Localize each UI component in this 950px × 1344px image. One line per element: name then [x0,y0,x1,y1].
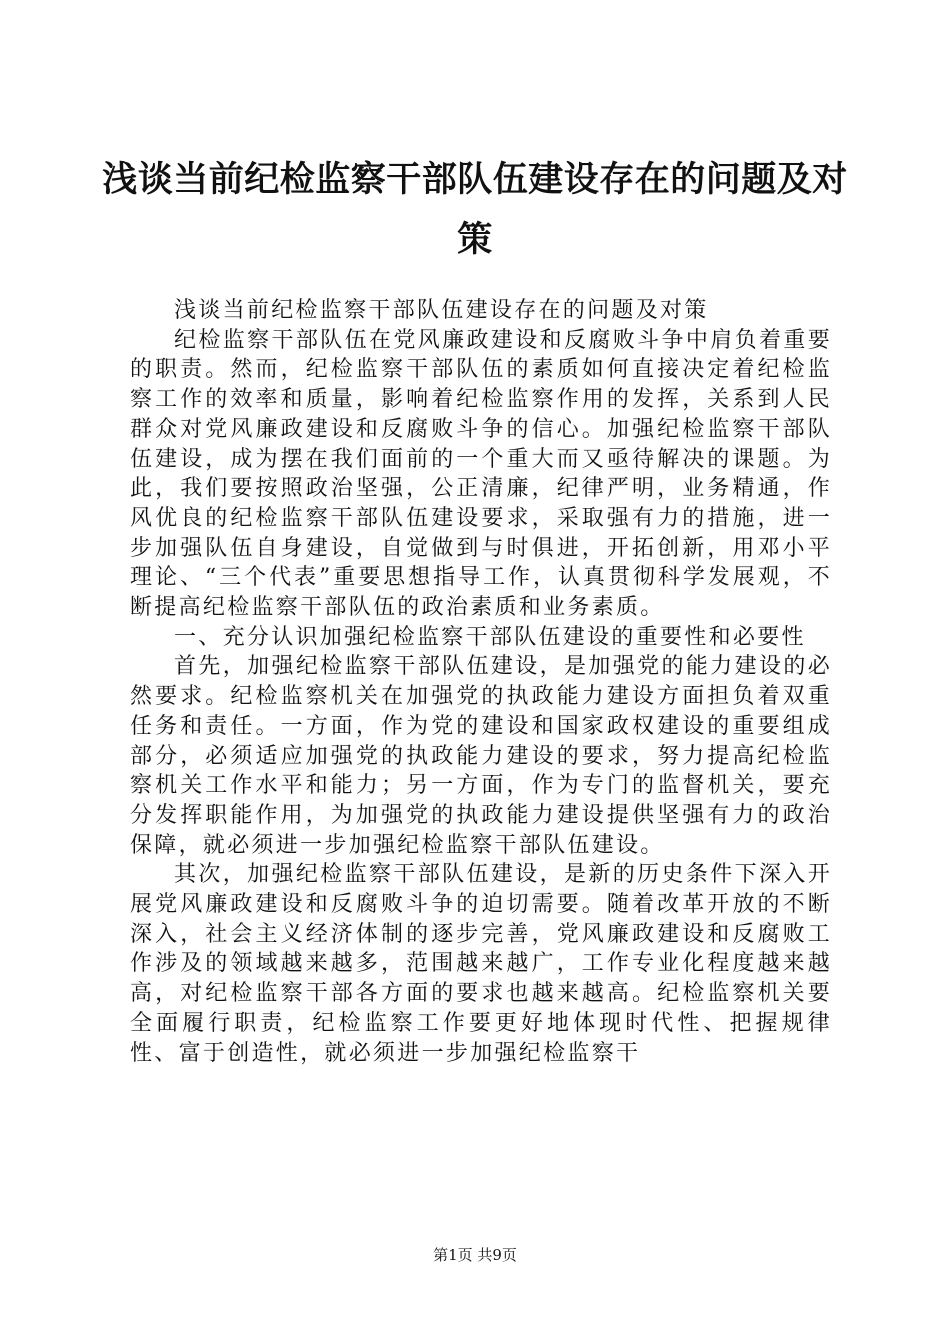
intro-paragraph: 纪检监察干部队伍在党风廉政建设和反腐败斗争中肩负着重要的职责。然而，纪检监察干部队伍的素质如何直接决定着纪检监察工作的效率和质量，影响着纪检监察作用的发挥，关系到人民群众对党风廉政建设和反腐败斗争的信心。加强纪检监察干部队伍建设，成为摆在我们面前的一个重大而又亟待解决的课题。为此，我们要按照政治坚强，公正清廉，纪律严明，业务精通，作风优良的纪检监察干部队伍建设要求，采取强有力的措施，进一步加强队伍自身建设，自觉做到与时俱进，开拓创新，用邓小平理论、“三个代表”重要思想指导工作，认真贯彻科学发展观，不断提高纪检监察干部队伍的政治素质和业务素质。 [130,327,832,621]
body-paragraph: 首先，加强纪检监察干部队伍建设，是加强党的能力建设的必然要求。纪检监察机关在加强党的执政能力建设方面担负着双重任务和责任。一方面，作为党的建设和国家政权建设的重要组成部分，必须适应加强党的执政能力建设的要求，努力提高纪检监察机关工作水平和能力；另一方面，作为专门的监督机关，要充分发挥职能作用，为加强党的执政能力建设提供坚强有力的政治保障，就必须进一步加强纪检监察干部队伍建设。 [130,654,832,858]
subtitle-paragraph: 浅谈当前纪检监察干部队伍建设存在的问题及对策 [174,298,709,323]
document-body [130,296,832,1068]
body-paragraph: 其次，加强纪检监察干部队伍建设，是新的历史条件下深入开展党风廉政建设和反腐败斗争的迫切需要。随着改革开放的不断深入，社会主义经济体制的逐步完善，党风廉政建设和反腐败工作涉及的领域越来越多，范围越来越广，工作专业化程度越来越高，对纪检监察干部各方面的要求也越来越高。纪检监察机关要全面履行职责，纪检监察工作要更好地体现时代性、把握规律性、富于创造性，就必须进一步加强纪检监察干 [130,862,832,1066]
section-heading: 一、充分认识加强纪检监察干部队伍建设的重要性和必要性 [174,624,806,650]
page-number-footer: 第1页 共9页 [433,1246,517,1264]
document-title: 浅谈当前纪检监察干部队伍建设存在的问题及对策 [102,160,848,260]
